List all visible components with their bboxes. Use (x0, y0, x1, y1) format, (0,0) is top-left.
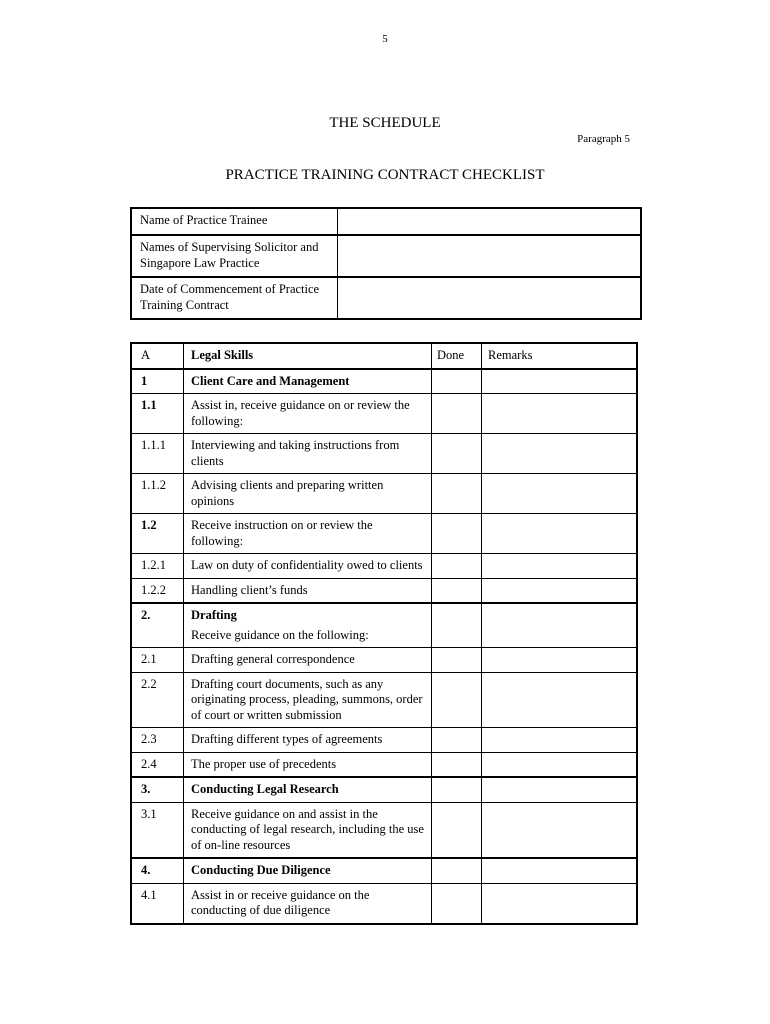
item-number: 1.2.2 (132, 579, 184, 603)
item-description-cell (184, 604, 432, 647)
done-cell[interactable] (432, 673, 482, 728)
schedule-title: THE SCHEDULE (329, 115, 441, 131)
checklist-table (130, 342, 638, 925)
done-cell[interactable] (432, 778, 482, 802)
item-number: 3.1 (132, 803, 184, 858)
item-description: Drafting different types of agreements (191, 732, 383, 746)
done-cell[interactable] (432, 514, 482, 553)
info-row-supervising-solicitor (132, 236, 640, 278)
item-description: The proper use of precedents (191, 756, 337, 771)
header-section-title: Legal Skills (184, 344, 432, 368)
done-cell[interactable] (432, 474, 482, 513)
remarks-cell[interactable] (482, 778, 636, 802)
page-number: 5 (382, 33, 388, 45)
item-description: Drafting general correspondence (191, 652, 355, 666)
item-number: 1.2 (132, 514, 184, 553)
item-description-cell (184, 474, 432, 513)
done-cell[interactable] (432, 728, 482, 752)
item-description-cell (184, 394, 432, 433)
item-description: Drafting court documents, such as any originating process, pleading, summons, order of court or written submission (191, 676, 423, 722)
item-number: 3. (132, 778, 184, 802)
item-number: 4. (132, 859, 184, 883)
item-description-cell (184, 728, 432, 752)
item-description-cell (184, 753, 432, 777)
item-description: Assist in, receive guidance on or review the following: (191, 398, 410, 428)
info-row-trainee-name (132, 209, 640, 236)
checklist-row (132, 579, 636, 605)
item-description: Receive instruction on or review the following: (191, 518, 373, 548)
item-number: 1 (132, 370, 184, 394)
item-description: Law on duty of confidentiality owed to clients (191, 558, 423, 572)
item-description: Assist in or receive guidance on the conducting of due diligence (191, 887, 370, 917)
item-number: 2. (132, 604, 184, 647)
item-description-cell (184, 673, 432, 728)
item-number: 2.4 (132, 753, 184, 777)
checklist-row (132, 514, 636, 554)
checklist-row (132, 778, 636, 803)
checklist-row (132, 370, 636, 395)
checklist-row (132, 753, 636, 779)
checklist-row (132, 803, 636, 860)
checklist-row (132, 434, 636, 474)
item-description: Receive guidance on and assist in the conducting of legal research, including the use of on-line resources (191, 806, 424, 852)
remarks-cell[interactable] (482, 859, 636, 883)
item-description-cell (184, 554, 432, 578)
info-value-field[interactable] (338, 278, 640, 318)
checklist-row (132, 884, 636, 923)
checklist-row (132, 673, 636, 729)
remarks-cell[interactable] (482, 884, 636, 923)
done-cell[interactable] (432, 370, 482, 394)
info-label: Names of Supervising Solicitor and Singapore Law Practice (132, 236, 338, 276)
item-description-cell (184, 434, 432, 473)
remarks-cell[interactable] (482, 728, 636, 752)
item-number: 1.1 (132, 394, 184, 433)
remarks-cell[interactable] (482, 554, 636, 578)
item-description: Handling client’s funds (191, 582, 308, 597)
remarks-cell[interactable] (482, 673, 636, 728)
info-label: Name of Practice Trainee (132, 209, 338, 234)
item-number: 1.2.1 (132, 554, 184, 578)
remarks-cell[interactable] (482, 604, 636, 647)
item-number: 2.1 (132, 648, 184, 672)
info-label: Date of Commencement of Practice Training Contract (132, 278, 338, 318)
remarks-cell[interactable] (482, 394, 636, 433)
done-cell[interactable] (432, 859, 482, 883)
done-cell[interactable] (432, 884, 482, 923)
item-number: 2.3 (132, 728, 184, 752)
remarks-cell[interactable] (482, 514, 636, 553)
checklist-row (132, 554, 636, 579)
done-cell[interactable] (432, 803, 482, 858)
remarks-cell[interactable] (482, 579, 636, 603)
item-description-cell (184, 884, 432, 923)
done-cell[interactable] (432, 394, 482, 433)
trainee-info-table (130, 207, 642, 320)
item-description: Advising clients and preparing written opinions (191, 478, 384, 508)
item-description: Client Care and Management (191, 373, 350, 388)
item-description-cell (184, 778, 432, 802)
info-value-field[interactable] (338, 209, 640, 234)
checklist-row (132, 474, 636, 514)
checklist-row (132, 648, 636, 673)
remarks-cell[interactable] (482, 803, 636, 858)
remarks-cell[interactable] (482, 370, 636, 394)
item-description-cell (184, 370, 432, 394)
item-number: 1.1.1 (132, 434, 184, 473)
remarks-cell[interactable] (482, 753, 636, 777)
item-number: 2.2 (132, 673, 184, 728)
item-description: Interviewing and taking instructions from clients (191, 438, 400, 468)
checklist-row (132, 394, 636, 434)
checklist-title: PRACTICE TRAINING CONTRACT CHECKLIST (225, 167, 545, 183)
header-section-letter: A (132, 344, 184, 368)
checklist-header-row (132, 344, 636, 370)
header-done: Done (432, 344, 482, 368)
done-cell[interactable] (432, 434, 482, 473)
item-description-cell (184, 648, 432, 672)
remarks-cell[interactable] (482, 434, 636, 473)
checklist-row (132, 859, 636, 884)
item-description-cell (184, 803, 432, 858)
checklist-row (132, 604, 636, 648)
item-description-cell (184, 859, 432, 883)
item-description-cell (184, 579, 432, 603)
done-cell[interactable] (432, 604, 482, 647)
done-cell[interactable] (432, 648, 482, 672)
item-sub-description: Receive guidance on the following: (191, 627, 369, 642)
info-value-field[interactable] (338, 236, 640, 276)
item-description: Conducting Due Diligence (191, 863, 331, 877)
item-number: 1.1.2 (132, 474, 184, 513)
done-cell[interactable] (432, 753, 482, 777)
checklist-row (132, 728, 636, 753)
item-description: Drafting (191, 608, 237, 622)
item-description-cell (184, 514, 432, 553)
paragraph-reference: Paragraph 5 (577, 133, 630, 145)
item-description: Conducting Legal Research (191, 782, 339, 796)
item-number: 4.1 (132, 884, 184, 923)
info-row-commencement-date (132, 278, 640, 318)
done-cell[interactable] (432, 579, 482, 603)
header-remarks: Remarks (488, 348, 533, 362)
done-cell[interactable] (432, 554, 482, 578)
remarks-cell[interactable] (482, 474, 636, 513)
remarks-cell[interactable] (482, 648, 636, 672)
